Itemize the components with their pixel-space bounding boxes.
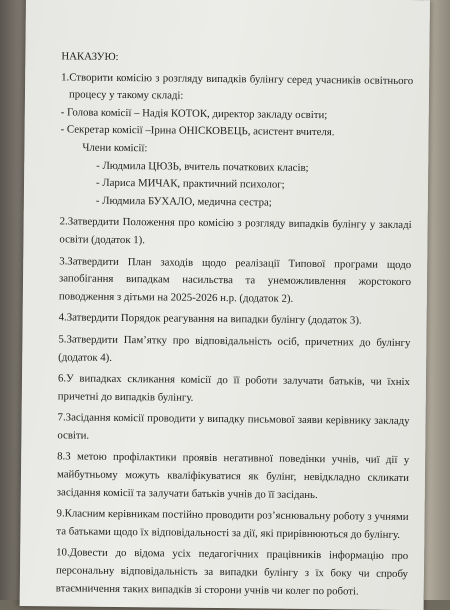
text-line: 8.З метою профілактики проявів негативної поведінки учнів, чиї дії у (57, 450, 410, 467)
paragraph-5 (58, 331, 410, 370)
commission-secretary: - Секретар комісії –Ірина ОНІСКОВЕЦЬ, асистент вчителя. (60, 123, 335, 139)
paragraph-2 (59, 214, 411, 253)
text-line: 7.Засідання комісії проводити у випадку письмової заяви керівнику закладу (57, 411, 410, 428)
text-line: втаємничення таких випадків зі сторони учнів чи колег по роботі. (55, 581, 359, 598)
paragraph-4 (59, 310, 411, 331)
text-line: поводження з дітьми на 2025-2026 н.р. (додаток 2). (58, 290, 294, 305)
member-item: - Людмила ЦЮЗЬ, вчитель початкових класів; (96, 159, 309, 174)
paragraph-6 (58, 370, 410, 409)
text-line: освіти. (57, 429, 90, 442)
paragraph-10 (56, 545, 409, 601)
text-line: 2.Затвердити Положення про комісію з розгляду випадків булінгу у закладі (59, 215, 412, 232)
paragraph-3 (59, 253, 412, 309)
text-line: 1.Створити комісію з розгляду випадків булінгу серед учасників освітнього (61, 70, 414, 87)
text-line: 6.У випадках скликання комісії до її роботи залучати батьків, чи їхніх (57, 372, 411, 389)
text-line: 9.Класним керівникам постійно проводити роз’яснювальну роботу з учнями (56, 507, 409, 524)
text-line: (додаток 4). (58, 350, 113, 364)
members-label: Члени комісії: (82, 141, 148, 155)
text-line: освіти (додаток 1). (59, 233, 146, 247)
member-item: - Лариса МИЧАК, практичний психолог; (95, 176, 285, 191)
paragraph-1 (61, 69, 413, 108)
paragraph-8 (57, 449, 410, 505)
member-item: - Людмила БУХАЛО, медична сестра; (95, 194, 272, 209)
document-body (56, 48, 414, 601)
text-line: засідання комісії та залучати батьків учнів до її засідань. (56, 486, 318, 501)
document-heading: НАКАЗУЮ: (61, 50, 119, 63)
paragraph-7 (57, 410, 409, 449)
text-line: майбутньому можуть кваліфікуватися як булінг, невідкладно скликати (56, 468, 410, 485)
text-line: персональну відповідальність за випадки булінгу з їх боку чи спробу (55, 564, 409, 581)
commission-head: - Голова комісії – Надія КОТОК, директор закладу освіти; (60, 106, 328, 121)
text-line: причетні до випадків булінгу. (57, 390, 194, 404)
paragraph-9 (56, 506, 408, 545)
text-line: процесу у такому складі: (68, 88, 184, 102)
paper-sheet (20, 0, 430, 610)
text-line: 3.Затвердити План заходів щодо реалізації Типової програми щодо (59, 254, 412, 271)
text-line: 5.Затвердити Пам’ятку про відповідальність осіб, причетних до булінгу (58, 333, 411, 349)
text-line: запобігання випадкам насильства та унеможливлення жорстокого (58, 272, 412, 289)
text-line: та батьками щодо їх відповідальності за дії, які прирівнюються до булінгу. (56, 525, 401, 541)
text-line: 10.Довести до відома усіх педагогічних працівників інформацію про (56, 546, 409, 563)
text-line: 4.Затвердити Порядок реагування на випадки булінгу (додаток 3). (58, 311, 362, 327)
